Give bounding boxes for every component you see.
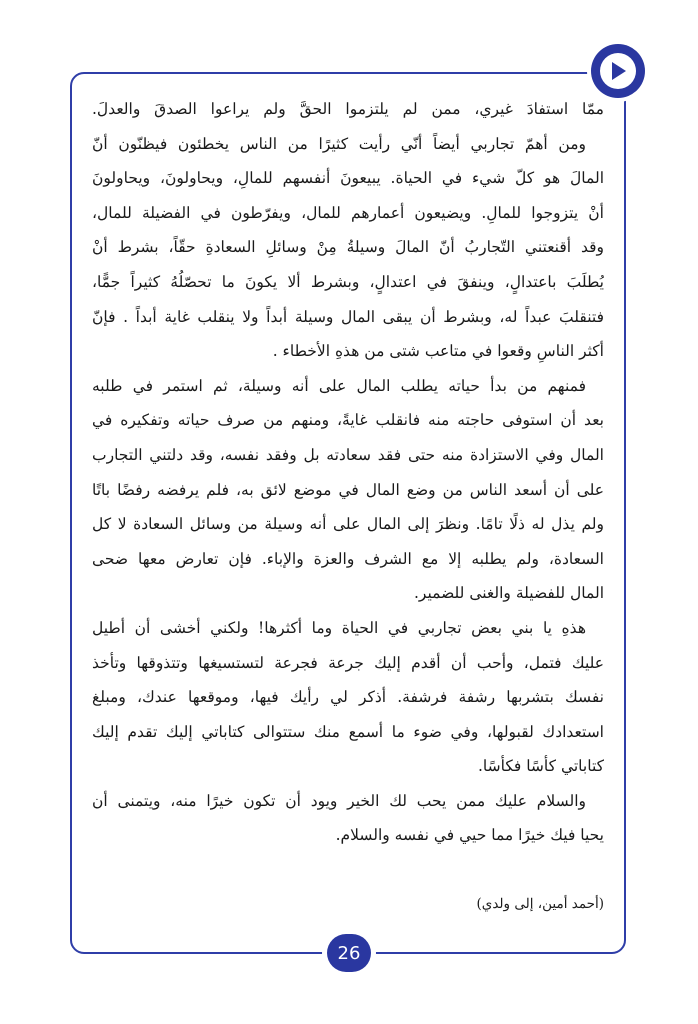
- text-line: أكثر الناسِ وقعوا في متاعب شتى من هذهِ الأخطاء .: [272, 342, 604, 361]
- text-line: أنْ يتزوجوا للمالِ. ويضيعون أعمارهم للمال، ويفرّطون في الفضيلة للمال،: [92, 203, 604, 222]
- paragraph-3: [92, 369, 604, 611]
- text-line: فتنقلبَ عبداً له، وبشرط أن يبقى المال وسيلة أبداً ولا ينقلب غاية أبداً . فإنّ: [92, 307, 604, 326]
- page-number: 26: [327, 934, 371, 972]
- text-line: فمنهم من بدأ حياته يطلب المال على أنه وسيلة، ثم استمر في طلبه: [92, 376, 586, 395]
- text-line: يُطلَبَ باعتدالٍ، وينفقَ في اعتدالٍ، وبشرط ألا يكونَ ما تحصّلُهُ كثيراً جمًّا،: [92, 272, 604, 291]
- text-line: ولم يذل له ذلًا تامًا. ونظرَ إلى المال على أنه وسيلة من وسائل السعادة لا كل: [92, 515, 604, 534]
- citation: (أحمد أمين، إلى ولدي): [476, 896, 604, 912]
- text-line: كتاباتي كأسًا فكأسًا.: [477, 757, 604, 776]
- text-line: ومن أهمّ تجاربي أيضاً أنّي رأيت كثيرًا من الناس يخطئون فيظنّون أنّ: [92, 134, 586, 153]
- play-badge[interactable]: [591, 44, 645, 98]
- text-line: وقد أقنعتني التّجاربُ أنّ المالَ وسيلةُ مِنْ وسائلِ السعادةِ حقّاً، بشرط أنْ: [92, 238, 604, 257]
- text-line: نفسك بتشربها رشفة فرشفة. أذكر لي رأيك فيها، وموقعها عندك، ومبلغ: [92, 688, 604, 707]
- paragraph-5: [92, 784, 604, 853]
- text-line: هذهِ يا بني بعض تجاربي في الحياة وما أكثرها! ولكني أخشى أن أطيل: [92, 618, 586, 637]
- text-line: عليك فتمل، وأحب أن أقدم إليك جرعة فجرعة لتستسيغها وتتذوقها وتأخذ: [92, 653, 604, 672]
- text-line: يحيا فيك خيرًا مما حيي في نفسه والسلام.: [335, 826, 604, 845]
- text-line: المال وفي الاستزادة منه حتى فقد سعادته بل وفقد نفسه، وقد دلتني التجارب: [92, 445, 604, 464]
- paragraph-2: [92, 127, 604, 369]
- text-line: السعادة، ولم يطلبه إلا مع الشرف والعزة والإباء. فإن تعارض معها ضحى: [92, 549, 604, 568]
- paragraph-1: [92, 92, 604, 127]
- text-line: المال للفضيلة والغنى للضمير.: [413, 584, 604, 603]
- text-line: استعدادك لقبولها، وفي ضوء ما أسمع منك ستتوالى كتاباتي إليك تقدم إليك: [92, 722, 604, 741]
- text-line: والسلام عليك ممن يحب لك الخير ويود أن تكون خيرًا منه، ويتمنى أن: [92, 791, 586, 810]
- play-badge-inner: [600, 53, 636, 89]
- text-line: على أن أسعد الناس من وضع المال في موضع لائق به، فلم يرفضه رفضًا باتًا: [92, 480, 604, 499]
- text-line: ممّا استفادَ غيري، ممن لم يلتزموا الحقَّ ولم يراعوا الصدقَ والعدلَ.: [92, 100, 604, 118]
- paragraph-4: [92, 611, 604, 784]
- article-body: [92, 92, 604, 853]
- text-line: المالَ هو كلّ شيء في الحياة. يبيعونَ أنفسهم للمالِ، ويحاولونَ، ويحاولونَ: [92, 169, 604, 188]
- play-icon: [608, 60, 628, 82]
- text-line: بعد أن استوفى حاجته منه فانقلب غايةً، ومنهم من صرف حياته وتفكيره في: [92, 411, 604, 430]
